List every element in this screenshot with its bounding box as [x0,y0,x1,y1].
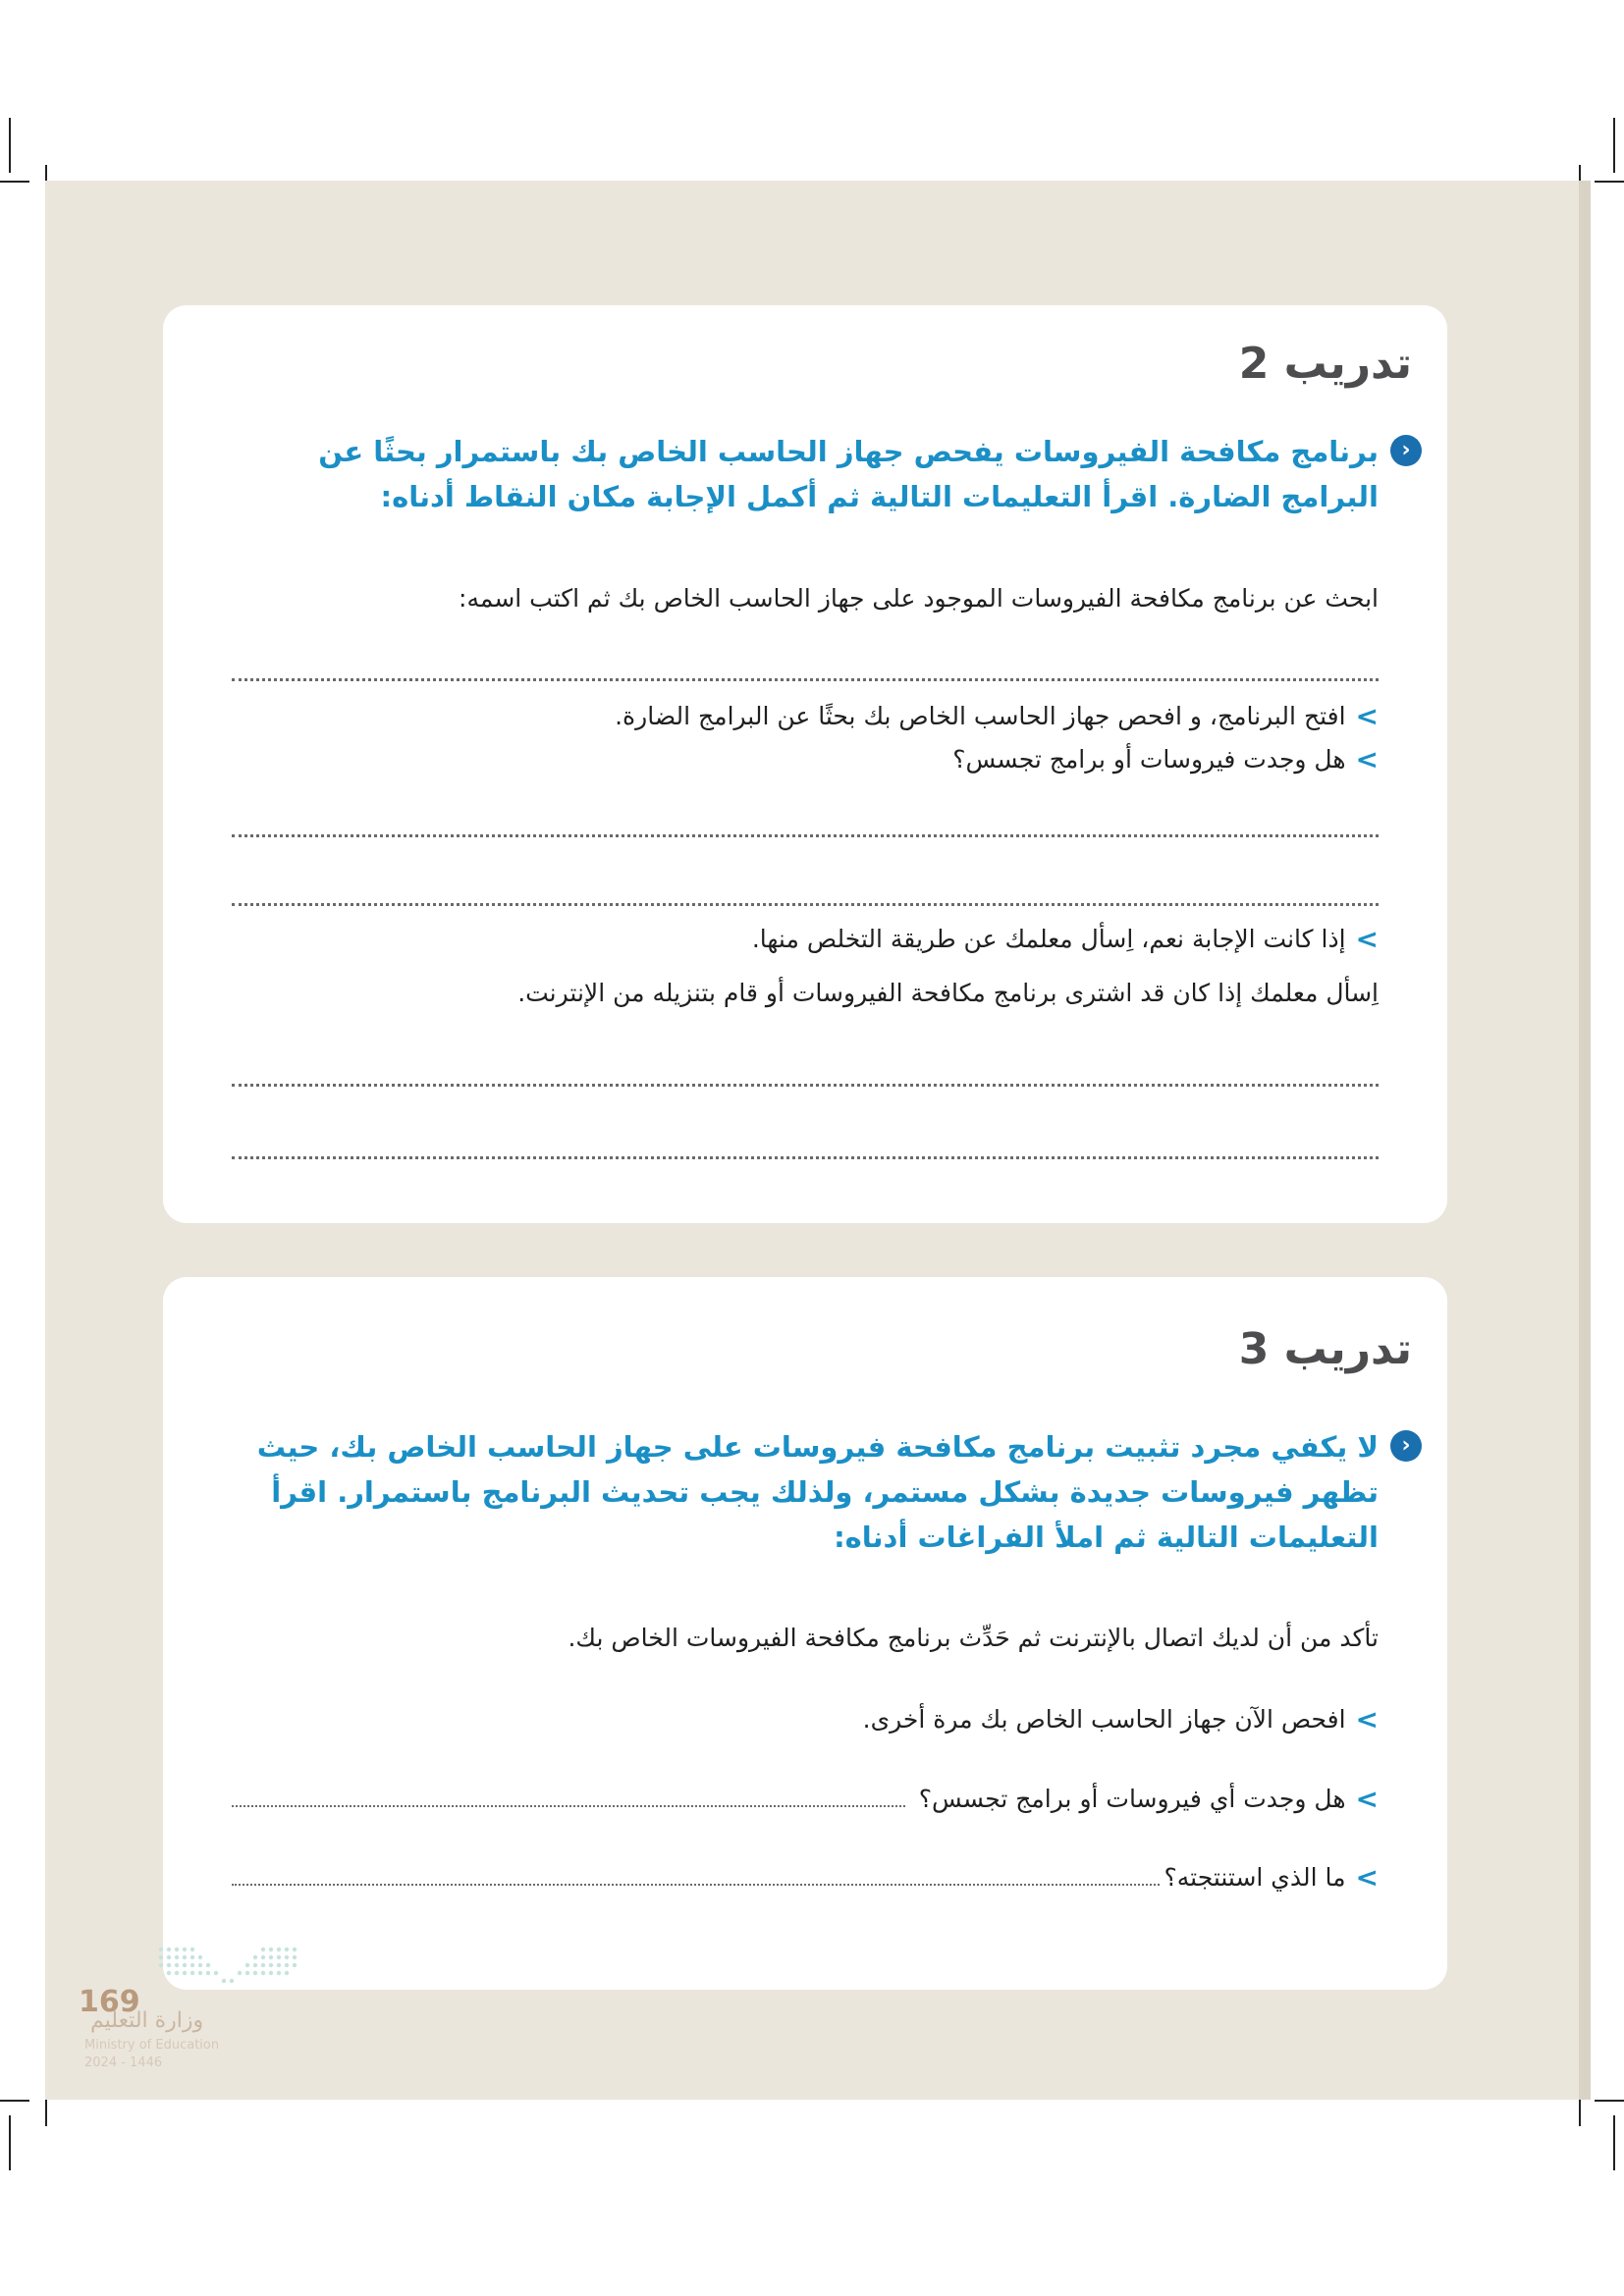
bullet-arrow-icon: > [1355,1861,1379,1894]
exercise-2-step-1: ابحث عن برنامج مكافحة الفيروسات الموجود على جهاز الحاسب الخاص بك ثم اكتب اسمه: [459,584,1379,613]
exercise-3-bullet-3 [232,1860,1379,1896]
ministry-logo-icon [153,1942,300,1991]
ministry-name-arabic: وزارة التعليم [90,2008,204,2033]
exercise-2-intro-text: برنامج مكافحة الفيروسات يفحص جهاز الحاسب الخاص بك باستمرار بحثًا عن البرامج الضارة. اقرأ التعليمات التالية ثم أكمل الإجابة مكان النقاط أدناه: [318,435,1379,513]
bullet-text: افتح البرنامج، و افحص جهاز الحاسب الخاص بك بحثًا عن البرامج الضارة. [615,702,1346,730]
exercise-3-intro [232,1424,1411,1560]
bullet-arrow-icon: > [1355,1783,1379,1815]
crop-mark [1613,2115,1615,2170]
bullet-arrow-icon: > [1355,1703,1379,1735]
bullet-text: ما الذي استنتجته؟ [1164,1863,1346,1892]
exercise-3-bullet-1 [232,1702,1379,1737]
answer-line[interactable] [232,1156,1379,1159]
crop-mark [0,181,29,183]
exercise-3-bullet-2 [232,1782,1379,1817]
page-number: 169 [79,1985,140,2019]
page-edge [1579,181,1591,2100]
bullet-arrow-icon: > [1355,923,1379,955]
exercise-2-bullet-2 [232,742,1379,777]
page-footer [75,1942,310,2079]
crop-mark [1595,2100,1624,2102]
ministry-name-english: Ministry of Education [84,2038,220,2053]
bullet-text: هل وجدت فيروسات أو برامج تجسس؟ [952,745,1346,774]
crop-mark [1613,118,1615,173]
crop-mark [1595,181,1624,183]
answer-line[interactable] [232,1084,1379,1087]
exercise-2-bullet-3 [232,922,1379,957]
crop-mark [9,118,11,173]
chevron-circle-icon: ‹ [1390,435,1422,466]
bullet-arrow-icon: > [1355,700,1379,732]
answer-line[interactable] [232,903,1379,906]
answer-line[interactable] [232,1805,905,1807]
exercise-2-step-2: اِسأل معلمك إذا كان قد اشترى برنامج مكافحة الفيروسات أو قام بتنزيله من الإنترنت. [517,979,1379,1007]
bullet-text: إذا كانت الإجابة نعم، اِسأل معلمك عن طريقة التخلص منها. [751,925,1346,953]
edition-year: 2024 - 1446 [84,2056,163,2070]
crop-mark [0,2100,29,2102]
answer-line[interactable] [232,834,1379,837]
exercise-2-intro [232,429,1411,519]
exercise-2-card [163,305,1447,1223]
crop-mark [9,2115,11,2170]
exercise-3-card [163,1277,1447,1990]
bullet-arrow-icon: > [1355,743,1379,775]
chevron-circle-icon: ‹ [1390,1430,1422,1462]
bullet-text: افحص الآن جهاز الحاسب الخاص بك مرة أخرى. [862,1705,1346,1734]
exercise-3-title: تدريب 3 [1238,1324,1412,1374]
answer-line[interactable] [232,678,1379,681]
exercise-3-intro-text: لا يكفي مجرد تثبيت برنامج مكافحة فيروسات على جهاز الحاسب الخاص بك، حيث تظهر فيروسات جديدة بشكل مستمر، ولذلك يجب تحديث البرنامج باستمرار. اقرأ التعليمات التالية ثم املأ الفراغات أدناه: [256,1430,1379,1554]
answer-line[interactable] [232,1884,1160,1886]
exercise-2-bullet-1 [232,699,1379,734]
exercise-3-step-1: تأكد من أن لديك اتصال بالإنترنت ثم حَدِّث برنامج مكافحة الفيروسات الخاص بك. [568,1624,1379,1652]
exercise-2-title: تدريب 2 [1238,339,1412,389]
bullet-text: هل وجدت أي فيروسات أو برامج تجسس؟ [918,1785,1346,1813]
